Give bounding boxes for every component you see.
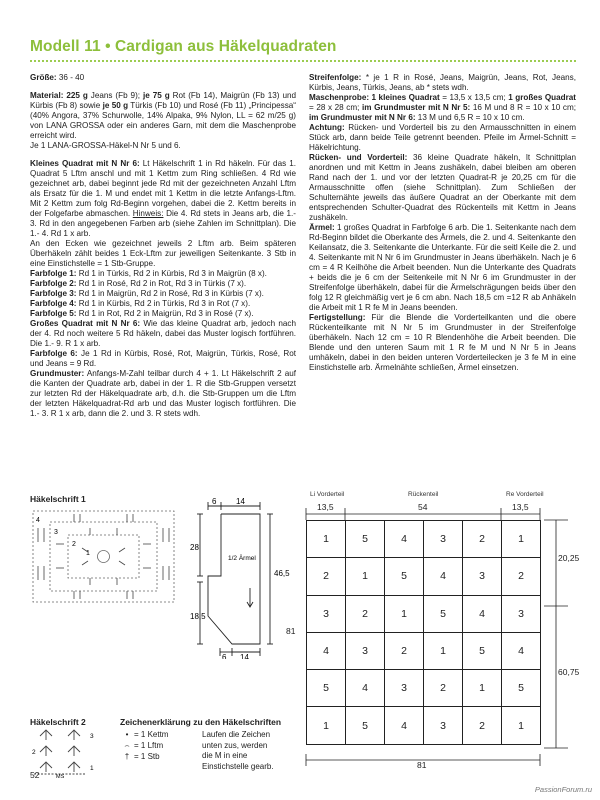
sleeve-paragraph: Ärmel: 1 großes Quadrat in Farbfolge 6 arb. Die 1. Seitenkante nach dem Rd-Beginn bildet die Oberkante des Ärmels, die 2. und 4. Seitenkante den Keilansatz, die 3. Seitenkante die Unterkante. Für die seitl Keile die 2. und 4. Seitenkante mit N Nr 6 im Grundmuster in Jeans überhäkeln. Nach je 6 cm = 4 R Keilhöhe die Arbeit beenden. Nun die Unterkante des Quadrats + beids die je 6 cm der Seitenkeile mit N Nr 6 im Grundmuster in der Streifenfolge überhäkeln, dabei für die Ärmelschrägungen beids über den folg 12 R gleichmäßig vert je 6 cm abn. Nach 18,5 cm =12 R ab Anhäkeln die Arbeit mit 1 R fe M in Jeans beenden. (309, 223, 576, 312)
grid-cell: 1 (463, 670, 502, 707)
stitch-icon: † (124, 752, 130, 761)
needle-paragraph: Je 1 LANA-GROSSA-Häkel-N Nr 5 und 6. (30, 141, 181, 150)
chart1-round-label-2: 2 (72, 541, 76, 548)
grid-cell: 3 (463, 558, 502, 595)
grid-cell: 4 (424, 558, 463, 595)
grid-cell: 1 (346, 558, 385, 595)
grid-cell: 5 (424, 595, 463, 632)
grid-cell: 5 (502, 670, 541, 707)
grid-cell: 1 (502, 521, 541, 558)
grid-cell: 1 (307, 707, 346, 744)
grid-cell: 5 (346, 521, 385, 558)
grid-cell: 1 (502, 707, 541, 744)
color-sequence-3: Farbfolge 3: Rd 1 in Maigrün, Rd 2 in Rosé, Rd 3 in Kürbis (7 x). (30, 289, 264, 298)
color-sequence-4: Farbfolge 4: Rd 1 in Kürbis, Rd 2 in Türkis, Rd 3 in Rot (7 x). (30, 299, 251, 308)
grid-cell: 2 (424, 670, 463, 707)
finishing-paragraph: Fertigstellung: Für die Blende die Vorderteilkanten und die obere Rückenteilkante mit N Nr 5 im Grundmuster in der Streifenfolge überhäkeln. Nach 12 cm = 10 R Blendenhöhe die Arbeit beenden. Die Blende und den unteren Saum mit 1 R fe M und N Nr 5 in Jeans umhäkeln, dabei in den beiden unteren Vorderteilecken je 3 fe M in eine Einstichstelle arb. Ärmelnähte schließen, Ärmel einsetzen. (309, 313, 576, 372)
crochet-chart-2 (30, 728, 110, 778)
sleeve-bottom-b: 14 (240, 653, 249, 659)
stripe-paragraph: Streifenfolge: * je 1 R in Rosé, Jeans, Maigrün, Jeans, Rot, Jeans, Kürbis, Jeans, Türkis, Jeans, ab * stets wdh. (309, 73, 576, 92)
legend-title: Zeichenerklärung zu den Häkelschriften (120, 717, 282, 727)
grid-cell: 3 (502, 595, 541, 632)
grid-cell: 4 (307, 632, 346, 669)
chart2-row-label-3: 3 (90, 733, 94, 740)
header-left-front: Li Vorderteil (310, 491, 345, 498)
grid-cell: 4 (346, 670, 385, 707)
header-right-front: Re Vorderteil (506, 491, 544, 498)
big-square-paragraph: Großes Quadrat mit N Nr 6: Wie das kleine Quadrat arb, jedoch nach der 4. Rd noch weitere 5 Rd häkeln, dabei das Muster logisch fortführen. Die 1.- 9. R 1 x arb. (30, 319, 296, 348)
grid-cell: 2 (463, 521, 502, 558)
color-sequence-2: Farbfolge 2: Rd 1 in Rosé, Rd 2 in Rot, Rd 3 in Türkis (7 x). (30, 279, 247, 288)
dot-icon: • (125, 730, 129, 739)
color-sequence-6: Farbfolge 6: Je 1 Rd in Kürbis, Rosé, Rot, Maigrün, Türkis, Rosé, Rot und Jeans = 9 Rd. (30, 349, 297, 368)
grid-cell: 4 (385, 707, 424, 744)
top-dim-right: 13,5 (512, 502, 529, 512)
sleeve-label: 1/2 Ärmel (228, 555, 256, 562)
sleeve-pattern (190, 494, 294, 659)
legend-item-double-crochet: † = 1 Stb (120, 752, 200, 763)
chart2-repeat-label: MS (56, 774, 65, 778)
sleeve-left-28: 28 (190, 543, 199, 552)
grid-cell: 5 (463, 632, 502, 669)
sleeve-right-465: 46,5 (274, 569, 290, 578)
corner-paragraph: An den Ecken wie gezeichnet jeweils 2 Lftm arb. Beim späteren Überhäkeln zählt beides 1 Eck-Lftm zur jeweiligen Seitenkante. 3 Stb in eine Einstichstelle = 1 Stb-Gruppe. (30, 239, 296, 268)
watermark: PassionForum.ru (534, 785, 592, 794)
color-sequence-1: Farbfolge 1: Rd 1 in Türkis, Rd 2 in Kürbis, Rd 3 in Maigrün (8 x). (30, 269, 267, 278)
grid-cell: 2 (385, 632, 424, 669)
crochet-chart-2-title: Häkelschrift 2 (30, 717, 86, 727)
left-dim-81: 81 (286, 626, 296, 636)
top-dim-mid: 54 (418, 502, 428, 512)
color-sequence-5: Farbfolge 5: Rd 1 in Rot, Rd 2 in Maigrün, Rd 3 in Rosé (7 x). (30, 309, 254, 318)
header-back: Rückenteil (408, 491, 439, 498)
grid-cell: 3 (424, 707, 463, 744)
right-dim-bottom: 60,75 (558, 667, 580, 677)
chart1-round-label-3: 3 (54, 529, 58, 536)
grid-cell: 4 (463, 595, 502, 632)
legend-note: Laufen die Zeichen unten zus, werden die M in eine Einstichstelle gearb. (202, 730, 274, 771)
right-dim-top: 20,25 (558, 553, 580, 563)
grid-cell: 5 (307, 670, 346, 707)
chart1-round-label-1: 1 (86, 550, 90, 557)
grid-cell: 2 (463, 707, 502, 744)
grid-cell: 3 (424, 521, 463, 558)
sleeve-top-b: 14 (236, 497, 245, 506)
sleeve-bottom-a: 6 (222, 653, 227, 659)
gauge-paragraph: Maschenprobe: 1 kleines Quadrat = 13,5 x 13,5 cm; 1 großes Quadrat = 28 x 28 cm; im Grundmuster mit N Nr 5: 16 M und 8 R = 10 x 10 cm; im Grundmuster mit N Nr 6: 13 M und 6,5 R = 10 x 10 cm. (309, 93, 576, 122)
grid-cell: 3 (385, 670, 424, 707)
page-number: 52 (30, 770, 40, 780)
chain-icon: ⌢ (124, 741, 130, 750)
chart1-round-label-4: 4 (36, 517, 40, 524)
page-title: Modell 11 • Cardigan aus Häkelquadraten (30, 38, 337, 55)
instructions-left-column (30, 73, 296, 419)
back-front-paragraph: Rücken- und Vorderteil: 36 kleine Quadrate häkeln, lt Schnittplan anordnen und mit Kettm in Jeans zushäkeln, dabei bleiben am oberen Rand nach der 1. und vor der letzten Quadrat-R je 20,25 cm für die Armausschnitte offen (siehe Schnittplan). Zum Schließen der Schulternähte jeweils das äußere Quadrat an der Oberkante mit dem entsprechenden Schulter-Quadrat des Rückenteils mit Kettm in Jeans zushäkeln. (309, 153, 576, 222)
sleeve-left-185: 18,5 (190, 612, 206, 621)
sleeve-top-a: 6 (212, 497, 217, 506)
grid-cell: 1 (385, 595, 424, 632)
small-square-paragraph: Kleines Quadrat mit N Nr 6: Lt Häkelschrift 1 in Rd häkeln. Für das 1. Quadrat 5 Lftm anschl und mit 1 Kettm zum Ring schließen. 4 Rd wie gezeichnet arb, dabei beginnt jede Rd mit der gezeichneten Anzahl Lftm als Ersatz für die 1. M und endet mit 1 Kettm in die letzte Anfangs-Lftm. Mit 2 Kettm zum folg Rd-Beginn vorgehen, dabei die 2. Kettm bereits in der Folgefarbe abmaschen. Hinweis: Die 4. Rd stets in Jeans arb, die 1.- 3. Rd in den angegebenen Farben arb (siehe Zahlen im Schnittplan). Die 1.- 4. Rd 1 x arb. (30, 159, 297, 238)
size-paragraph: Größe: 36 - 40 (30, 73, 85, 82)
grid-cell: 5 (346, 707, 385, 744)
grid-cell: 1 (307, 521, 346, 558)
title-divider (30, 60, 576, 62)
crochet-chart-1-title: Häkelschrift 1 (30, 494, 86, 504)
grid-cell: 4 (385, 521, 424, 558)
grid-cell: 1 (424, 632, 463, 669)
instructions-right-column (309, 73, 576, 373)
grid-cell: 2 (307, 558, 346, 595)
side-dimension-lines (300, 514, 590, 774)
attention-paragraph: Achtung: Rücken- und Vorderteil bis zu den Armausschnitten in einem Stück arb, dann beide Teile getrennt beenden. Pfeile im Ärmel-Schnitt = Häkelrichtung. (309, 123, 576, 152)
material-paragraph: Material: 225 g Jeans (Fb 9); je 75 g Rot (Fb 14), Maigrün (Fb 13) und Kürbis (Fb 8) sowie je 50 g Türkis (Fb 10) und Rosé (Fb 11) „Principessa“ (40% Angora, 37% Schurwolle, 14% Alpaka, 9% Nylon, LL = 62 m/25 g) von LANA GROSSA oder ein anderes Garn, mit dem die Maschenprobe erreicht wird. (30, 91, 297, 140)
grid-cell: 5 (385, 558, 424, 595)
top-dim-left: 13,5 (317, 502, 334, 512)
grid-cell: 3 (307, 595, 346, 632)
legend-item-slip-stitch: • = 1 Kettm (120, 730, 200, 741)
grid-cell: 2 (502, 558, 541, 595)
grid-cell: 3 (346, 632, 385, 669)
bottom-dim-81: 81 (417, 760, 427, 770)
grid-cell: 4 (502, 632, 541, 669)
chart2-row-label-2: 2 (32, 749, 36, 756)
legend-item-chain: ⌢ = 1 Lftm (120, 741, 200, 752)
grid-cell: 2 (346, 595, 385, 632)
body-layout-plan (286, 490, 590, 775)
crochet-chart-1 (30, 508, 177, 605)
chart2-row-label-1: 1 (90, 765, 94, 772)
basic-pattern-paragraph: Grundmuster: Anfangs-M-Zahl teilbar durch 4 + 1. Lt Häkelschrift 2 auf die Kanten der Quadrate arb, dabei in der 1. R die Stb-Gruppen versetzt zur letzten Rd der Häkelquadrate arb, d.h. die Stb-Gruppen um die Lftm der letzten Häkelquadrat-Rd arb und das Muster logisch fortführen. Die 1.- 3. R 1 x arb, dann die 2. und 3. R stets wdh. (30, 369, 296, 418)
